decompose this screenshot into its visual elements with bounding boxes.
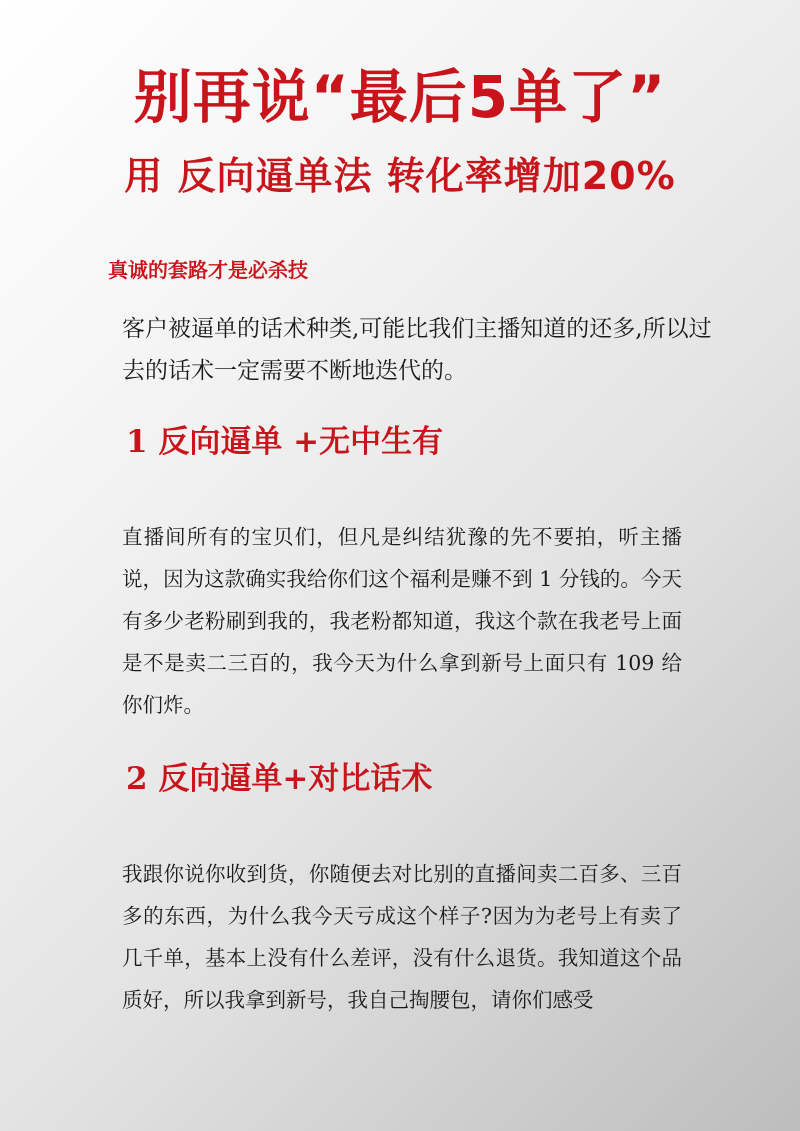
intro-paragraph: 客户被逼单的话术种类,可能比我们主播知道的还多,所以过去的话术一定需要不断地迭代的。 xyxy=(122,316,712,384)
page-subtitle: 用 反向逼单法 转化率增加20% xyxy=(124,154,676,198)
section-1-body: 直播间所有的宝贝们，但凡是纠结犹豫的先不要拍，听主播说，因为这款确实我给你们这个福利是赚不到 1 分钱的。今天有多少老粉刷到我的，我老粉都知道，我这个款在我老号上面是不是卖二三百的，我今天为什么拿到新号上面只有 109 给你们炸。 xyxy=(122,525,682,717)
tagline: 真诚的套路才是必杀技 xyxy=(108,258,308,282)
section-1-heading: 1 反向逼单 +无中生有 xyxy=(126,424,444,460)
section-2-body: 我跟你说你收到货，你随便去对比别的直播间卖二百多、三百多的东西，为什么我今天亏成这个样子?因为为老号上有卖了几千单，基本上没有什么差评，没有什么退货。我知道这个品质好，所以我拿到新号，我自己掏腰包，请你们感受 xyxy=(122,862,682,1012)
page-title: 别再说“最后5单了” xyxy=(133,63,667,131)
section-2-heading: 2 反向逼单+对比话术 xyxy=(126,761,433,797)
